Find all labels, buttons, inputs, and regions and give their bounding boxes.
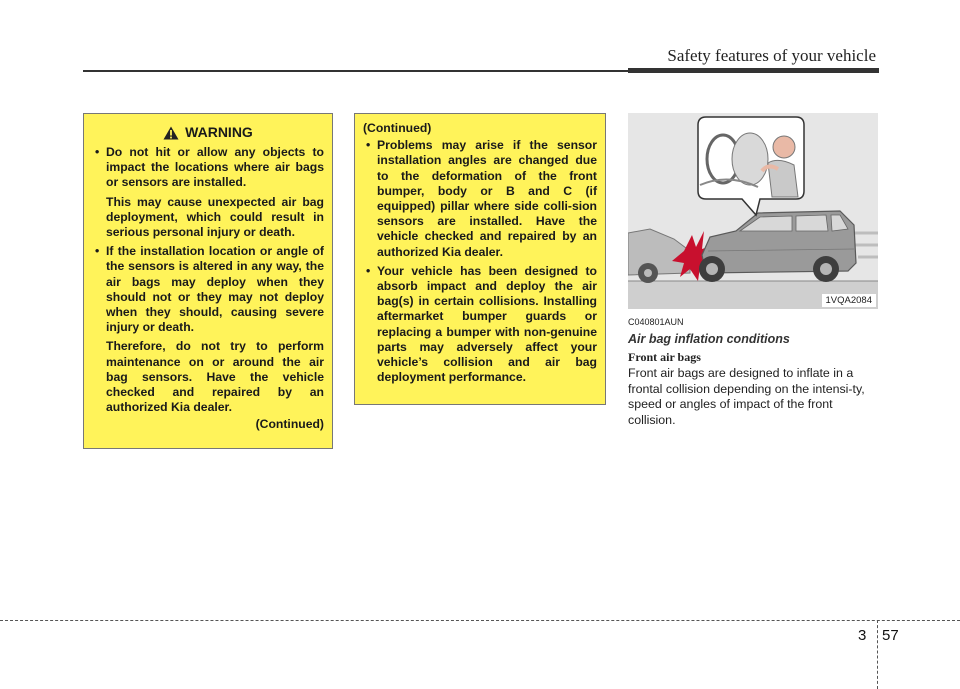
warning-list-2 <box>363 138 597 385</box>
section-subtitle: Front air bags <box>628 350 701 364</box>
warning-bullet-text: • Do not hit or allow any objects to impact the locations where air bags or sensors are installed. <box>106 145 324 190</box>
section-code: C040801AUN <box>628 317 684 327</box>
continued-label: (Continued) <box>363 121 432 135</box>
collision-illustration <box>628 113 878 309</box>
warning-box-1 <box>83 113 333 449</box>
warning-triangle-icon <box>163 126 179 140</box>
footer-rule <box>0 620 960 621</box>
warning-box-2 <box>354 113 606 405</box>
warning-bullet-text: • If the installation location or angle of the sensors is altered in any way, the air bags may deploy when they should not or they may not deploy when they should, causing severe injury or death. <box>106 244 324 335</box>
list-item <box>92 145 324 240</box>
warning-heading-text: WARNING <box>185 124 253 141</box>
header-title: Safety features of your vehicle <box>667 46 876 65</box>
warning-bullet-text: • Your vehicle has been designed to absorb impact and deploy the air bag(s) in certain collisions. Installing aftermarket bumper guards or replacing a bumper with non-genuine parts may adversely affect your vehicle’s collision and air bag deployment performance. <box>377 263 597 385</box>
collision-drawing <box>628 113 878 309</box>
list-item <box>363 264 597 386</box>
warning-bullet-text: Therefore, do not try to perform maintenance on or around the air bag sensors. Have the vehicle checked and repaired by an authorized Kia dealer. <box>106 339 324 415</box>
list-item <box>92 244 324 415</box>
list-item <box>363 138 597 260</box>
page-number: 57 <box>882 627 899 644</box>
warning-heading <box>92 124 324 142</box>
figure-label: 1VQA2084 <box>822 294 876 307</box>
continued-label: (Continued) <box>255 417 324 432</box>
warning-bullet-text: This may cause unexpected air bag deployment, which could result in serious personal injury or death. <box>106 194 324 240</box>
footer-separator <box>877 620 878 689</box>
section-title: Air bag inflation conditions <box>628 332 790 346</box>
section-body: Front air bags are designed to inflate in a frontal collision depending on the intensi-ty, speed or angles of impact of the front collision. <box>628 366 865 427</box>
chapter-number: 3 <box>858 627 867 644</box>
warning-list-1 <box>92 145 324 415</box>
header-rule-accent <box>628 68 879 73</box>
warning-bullet-text: • Problems may arise if the sensor installation angles are changed due to the deformation of the front bumper, body or B and C (if equipped) pillar where side colli-sion sensors are installed. Have the vehicle checked and repaired by an authorized Kia dealer. <box>377 138 597 259</box>
